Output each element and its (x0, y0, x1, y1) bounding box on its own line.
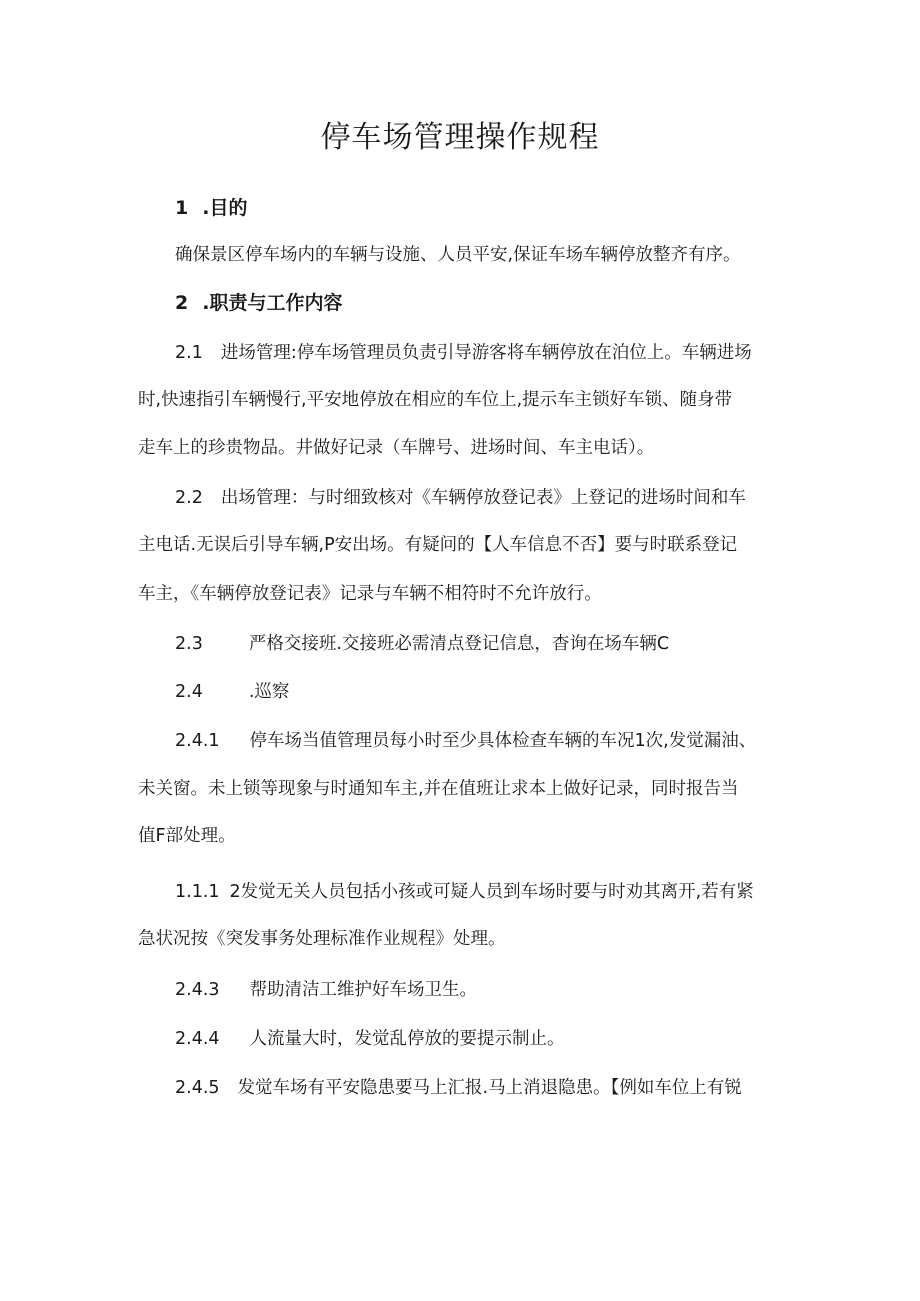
section-1-heading (175, 196, 247, 220)
paragraph-2-4-1-line-2: 未关窗。未上锁等现象与时通知车主,并在值班让求本上做好记录，同时报告当 (138, 779, 739, 799)
section-2-number: 2 (175, 292, 189, 314)
section-2-heading (175, 291, 342, 315)
paragraph-2-4-4-number: 2.4.4 (175, 1029, 220, 1049)
paragraph-2-4-1-line-1 (175, 729, 756, 753)
paragraph-2-2-text-1: 出场管理：与时细致核对《车辆停放登记表》上登记的进场时间和车 (220, 488, 746, 508)
paragraph-2-2-line-1 (175, 486, 746, 510)
paragraph-2-4-4-line-1 (175, 1027, 565, 1051)
paragraph-1-1-1-line-1 (175, 880, 754, 904)
paragraph-2-3-text-1: 严格交接班.交接班必需清点登记信息，杳询在场车辆C (248, 634, 670, 654)
section-1-title: .目的 (202, 197, 248, 219)
paragraph-2-4-3-number: 2.4.3 (175, 980, 220, 1000)
paragraph-1-1-1-text-1: 2发觉无关人员包括小孩或可疑人员到车场时要与时劝其离开,若有紧 (229, 882, 754, 902)
paragraph-2-1-line-2: 时,快速指引车辆慢行,平安地停放在相应的车位上,提示车主锁好车锁、随身带 (138, 390, 733, 410)
paragraph-2-3-line-1 (175, 632, 669, 656)
document-title: 停车场管理操作规程 (320, 120, 600, 155)
paragraph-2-4-5-line-1 (175, 1076, 742, 1100)
paragraph-2-2-number: 2.2 (175, 488, 203, 508)
paragraph-2-2-line-2: 主电话.无误后引导车辆,P安出场。有疑问的【人车信息不否】要与时联系登记 (138, 535, 738, 555)
paragraph-2-4-5-text-1: 发觉车场有平安隐患要马上汇报.马上消退隐患。【例如车位上有锐 (237, 1078, 742, 1098)
paragraph-2-4-line-1 (175, 680, 289, 704)
paragraph-2-4-1-text-1: 停车场当值管理员每小时至少具体检查车辆的车况1次,发觉漏油、 (249, 731, 757, 751)
paragraph-2-4-3-text-1: 帮助清洁工维护好车场卫生。 (249, 980, 478, 1000)
paragraph-2-4-number: 2.4 (175, 682, 203, 702)
paragraph-2-1-line-3: 走车上的珍贵物品。井做好记录（车牌号、进场时间、车主电话）。 (138, 438, 655, 458)
paragraph-2-4-5-number: 2.4.5 (175, 1078, 220, 1098)
paragraph-2-4-1-number: 2.4.1 (175, 731, 220, 751)
section-2-title: .职责与工作内容 (202, 292, 343, 314)
section-1-number: 1 (175, 197, 189, 219)
paragraph-2-4-3-line-1 (175, 978, 477, 1002)
paragraph-1-1-1-number: 1.1.1 (175, 882, 220, 902)
paragraph-2-1-text-1: 进场管理:停车场管理员负责引导游客将车辆停放在泊位上。车辆进场 (220, 343, 752, 363)
paragraph-1-1-1-line-2: 急状况按《突发事务处理标准作业规程》处理。 (138, 929, 506, 949)
paragraph-2-3-number: 2.3 (175, 634, 203, 654)
paragraph-2-4-text-1: .巡察 (248, 682, 290, 702)
paragraph-2-4-4-text-1: 人流量大时，发觉乱停放的要提示制止。 (249, 1029, 565, 1049)
paragraph-2-4-1-line-3: 值F部处理。 (138, 826, 236, 846)
paragraph-2-1-number: 2.1 (175, 343, 203, 363)
paragraph-2-1-line-1 (175, 341, 752, 365)
section-1-body: 确保景区停车场内的车辆与设施、人员平安,保证车场车辆停放整齐有序。 (175, 245, 741, 265)
paragraph-2-2-line-3: 车主，《车辆停放登记表》记录与车辆不相符时不允许放行。 (138, 584, 602, 604)
